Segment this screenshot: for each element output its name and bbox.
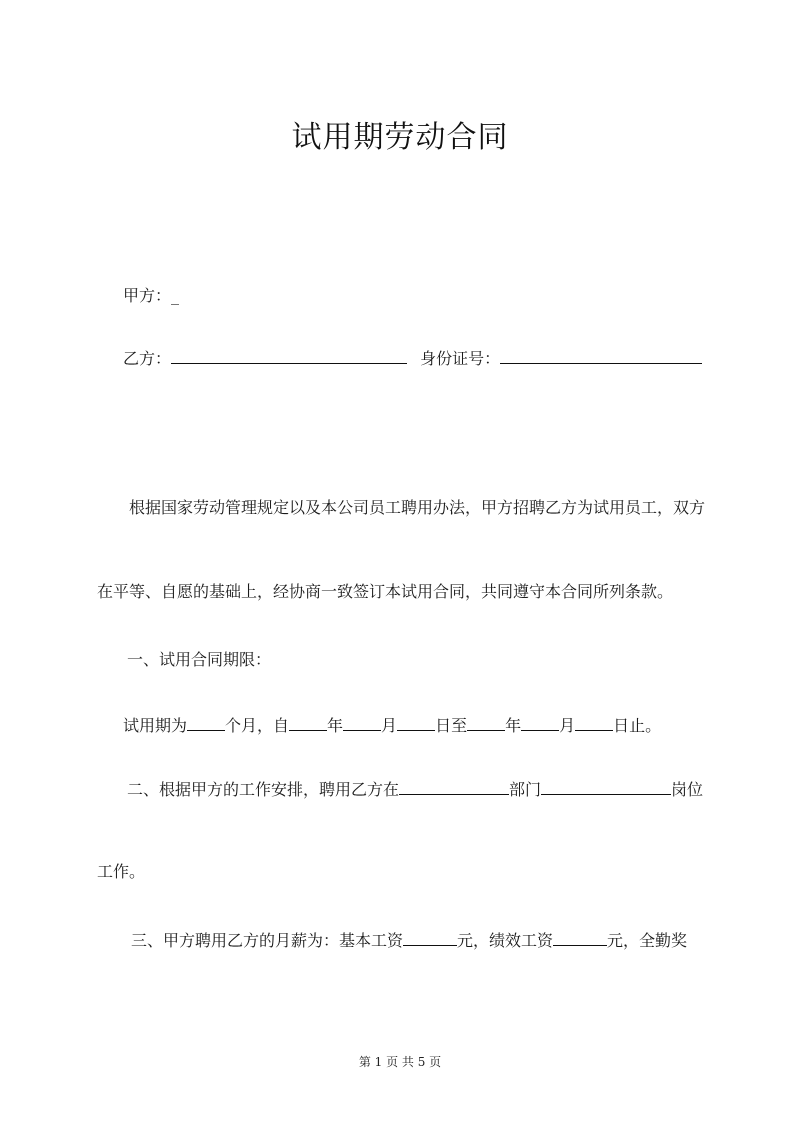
section-3-line: [131, 929, 687, 952]
position-blank: [541, 778, 671, 795]
intro-line-1: 根据国家劳动管理规定以及本公司员工聘用办法，甲方招聘乙方为试用员工，双方: [129, 498, 706, 517]
party-b-label: 乙方：: [123, 349, 172, 368]
section-2-line: [127, 778, 703, 801]
start-month-blank: [343, 714, 381, 731]
section-3-text: 三、甲方聘用乙方的月薪为：基本工资: [131, 931, 404, 950]
department-blank: [399, 778, 509, 795]
position-text: 岗位: [671, 780, 704, 799]
end-day-blank: [575, 714, 613, 731]
intro-line-2: 在平等、自愿的基础上，经协商一致签订本试用合同，共同遵守本合同所列条款。: [97, 582, 674, 601]
party-b-name-blank: [171, 347, 407, 364]
department-text: 部门: [509, 780, 542, 799]
performance-pay-text: 元，绩效工资: [457, 931, 554, 950]
party-a-line: [123, 285, 179, 307]
section-2-text: 二、根据甲方的工作安排，聘用乙方在: [127, 780, 400, 799]
party-a-label: 甲方：: [123, 286, 172, 305]
end-month-text: 月: [559, 716, 576, 735]
party-b-line: [123, 347, 702, 370]
document-title: 试用期劳动合同: [291, 120, 509, 155]
end-day-text: 日止。: [613, 716, 662, 735]
start-day-text: 日至: [435, 716, 468, 735]
months-blank: [187, 714, 225, 731]
section-2-continuation: 工作。: [97, 862, 146, 881]
page-number: 第 1 页 共 5 页: [358, 1055, 442, 1069]
performance-pay-blank: [553, 929, 607, 946]
id-number-label: 身份证号：: [420, 349, 501, 368]
section-1-heading: 一、试用合同期限：: [127, 650, 272, 669]
start-day-blank: [397, 714, 435, 731]
start-year-text: 年: [327, 716, 344, 735]
attendance-bonus-text: 元，全勤奖: [607, 931, 688, 950]
end-year-blank: [467, 714, 505, 731]
id-number-blank: [500, 347, 702, 364]
section-1-body: [123, 714, 661, 737]
months-text: 个月，自: [225, 716, 290, 735]
end-month-blank: [521, 714, 559, 731]
start-month-text: 月: [381, 716, 398, 735]
party-a-blank: _: [171, 286, 180, 305]
base-salary-blank: [403, 929, 457, 946]
start-year-blank: [289, 714, 327, 731]
probation-label: 试用期为: [123, 716, 188, 735]
end-year-text: 年: [505, 716, 522, 735]
